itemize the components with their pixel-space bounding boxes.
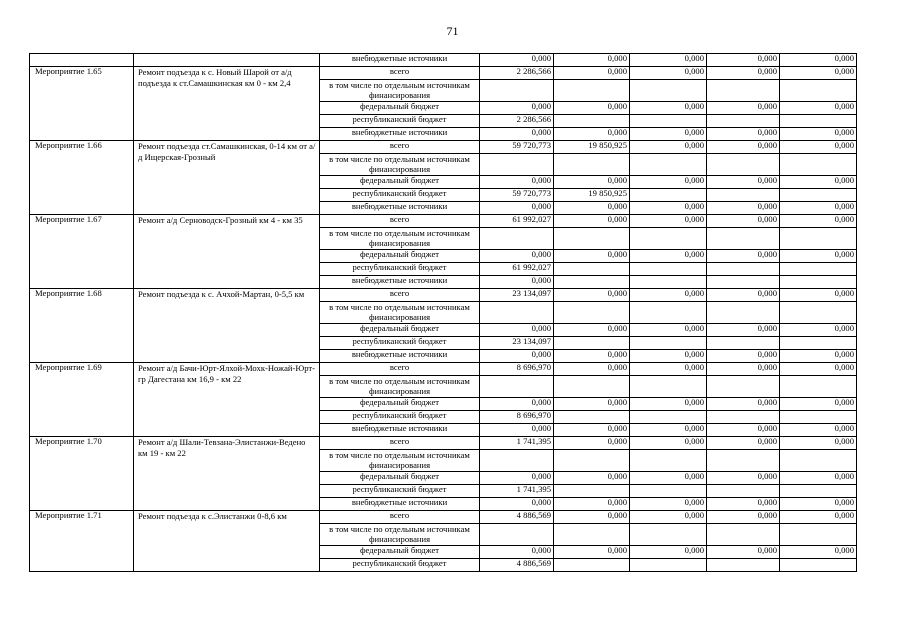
value-cell: 0,000: [554, 289, 630, 302]
value-cell: [630, 228, 707, 250]
value-cell: 0,000: [707, 215, 780, 228]
source-cell: в том числе по отдельным источникам финансирования: [320, 154, 480, 176]
value-cell: [707, 276, 780, 289]
source-cell: федеральный бюджет: [320, 324, 480, 337]
value-cell: [480, 154, 554, 176]
value-cell: 0,000: [554, 398, 630, 411]
value-cell: 0,000: [554, 324, 630, 337]
source-cell: в том числе по отдельным источникам финансирования: [320, 80, 480, 102]
value-cell: [707, 189, 780, 202]
value-cell: [554, 80, 630, 102]
value-cell: 0,000: [780, 398, 857, 411]
source-cell: всего: [320, 363, 480, 376]
value-cell: [780, 154, 857, 176]
table-row: [30, 511, 857, 524]
value-cell: [630, 450, 707, 472]
value-cell: 8 696,970: [480, 411, 554, 424]
value-cell: 61 992,027: [480, 215, 554, 228]
table-row: [30, 363, 857, 376]
value-cell: [554, 450, 630, 472]
source-cell: всего: [320, 141, 480, 154]
value-cell: [780, 80, 857, 102]
value-cell: 0,000: [554, 546, 630, 559]
measure-title-cell: [134, 54, 320, 67]
value-cell: 0,000: [630, 398, 707, 411]
table-row: [30, 437, 857, 450]
value-cell: 0,000: [707, 437, 780, 450]
value-cell: [707, 263, 780, 276]
value-cell: 0,000: [554, 437, 630, 450]
value-cell: [707, 337, 780, 350]
value-cell: 0,000: [630, 511, 707, 524]
table-row: [30, 67, 857, 80]
value-cell: [554, 154, 630, 176]
value-cell: [780, 115, 857, 128]
table-row: [30, 289, 857, 302]
value-cell: [780, 189, 857, 202]
value-cell: 8 696,970: [480, 363, 554, 376]
table-body: [30, 54, 857, 572]
measure-title-cell: Ремонт подъезда к с. Ачхой-Мартан, 0-5,5 км: [134, 289, 320, 363]
value-cell: 0,000: [480, 398, 554, 411]
value-cell: [707, 450, 780, 472]
value-cell: 0,000: [780, 546, 857, 559]
value-cell: 0,000: [554, 350, 630, 363]
value-cell: [480, 80, 554, 102]
value-cell: 4 886,569: [480, 511, 554, 524]
value-cell: 0,000: [554, 176, 630, 189]
value-cell: [630, 302, 707, 324]
measure-code-cell: Мероприятие 1.69: [30, 363, 134, 437]
value-cell: 0,000: [554, 54, 630, 67]
value-cell: [630, 524, 707, 546]
value-cell: 0,000: [554, 363, 630, 376]
source-cell: федеральный бюджет: [320, 546, 480, 559]
value-cell: 0,000: [780, 215, 857, 228]
value-cell: [780, 376, 857, 398]
value-cell: 0,000: [707, 289, 780, 302]
value-cell: [707, 559, 780, 572]
value-cell: [554, 263, 630, 276]
value-cell: 0,000: [480, 472, 554, 485]
value-cell: 0,000: [780, 289, 857, 302]
source-cell: всего: [320, 289, 480, 302]
value-cell: [780, 411, 857, 424]
value-cell: 0,000: [480, 128, 554, 141]
value-cell: 0,000: [780, 424, 857, 437]
value-cell: [630, 154, 707, 176]
value-cell: 61 992,027: [480, 263, 554, 276]
value-cell: 0,000: [554, 202, 630, 215]
value-cell: [707, 524, 780, 546]
value-cell: 0,000: [707, 424, 780, 437]
value-cell: [630, 411, 707, 424]
value-cell: 0,000: [554, 424, 630, 437]
value-cell: [707, 80, 780, 102]
value-cell: [554, 337, 630, 350]
value-cell: 2 286,566: [480, 115, 554, 128]
value-cell: 0,000: [707, 141, 780, 154]
value-cell: 0,000: [707, 176, 780, 189]
value-cell: 0,000: [630, 437, 707, 450]
value-cell: [630, 559, 707, 572]
table-row: [30, 141, 857, 154]
value-cell: 0,000: [707, 350, 780, 363]
value-cell: 0,000: [780, 176, 857, 189]
value-cell: 0,000: [780, 67, 857, 80]
value-cell: [630, 263, 707, 276]
value-cell: 0,000: [707, 67, 780, 80]
value-cell: 0,000: [707, 54, 780, 67]
value-cell: [630, 189, 707, 202]
value-cell: 0,000: [630, 128, 707, 141]
source-cell: федеральный бюджет: [320, 102, 480, 115]
value-cell: [707, 115, 780, 128]
value-cell: [780, 337, 857, 350]
value-cell: 19 850,925: [554, 189, 630, 202]
value-cell: [630, 276, 707, 289]
value-cell: [630, 115, 707, 128]
value-cell: 0,000: [480, 324, 554, 337]
value-cell: 0,000: [780, 141, 857, 154]
value-cell: 19 850,925: [554, 141, 630, 154]
value-cell: 0,000: [780, 102, 857, 115]
value-cell: [554, 485, 630, 498]
source-cell: в том числе по отдельным источникам финансирования: [320, 450, 480, 472]
value-cell: [480, 376, 554, 398]
value-cell: 0,000: [780, 437, 857, 450]
source-cell: внебюджетные источники: [320, 424, 480, 437]
source-cell: республиканский бюджет: [320, 115, 480, 128]
value-cell: 0,000: [554, 102, 630, 115]
value-cell: 23 134,097: [480, 337, 554, 350]
value-cell: 0,000: [707, 546, 780, 559]
value-cell: 0,000: [480, 350, 554, 363]
value-cell: [480, 228, 554, 250]
measure-title-cell: Ремонт подъезда к с. Новый Шарой от а/д подъезда к ст.Самашкинская км 0 - км 2,4: [134, 67, 320, 141]
measure-code-cell: Мероприятие 1.67: [30, 215, 134, 289]
value-cell: [707, 154, 780, 176]
value-cell: 0,000: [780, 54, 857, 67]
value-cell: [780, 524, 857, 546]
source-cell: всего: [320, 511, 480, 524]
value-cell: 0,000: [707, 250, 780, 263]
value-cell: 0,000: [480, 54, 554, 67]
value-cell: 0,000: [707, 363, 780, 376]
source-cell: внебюджетные источники: [320, 276, 480, 289]
value-cell: 0,000: [630, 54, 707, 67]
measure-title-cell: Ремонт а/д Серноводск-Грозный км 4 - км 35: [134, 215, 320, 289]
value-cell: 0,000: [630, 472, 707, 485]
value-cell: 0,000: [630, 424, 707, 437]
value-cell: [707, 485, 780, 498]
source-cell: всего: [320, 437, 480, 450]
value-cell: [554, 302, 630, 324]
value-cell: 0,000: [780, 363, 857, 376]
value-cell: [554, 276, 630, 289]
value-cell: 0,000: [630, 363, 707, 376]
value-cell: [630, 80, 707, 102]
value-cell: 59 720,773: [480, 141, 554, 154]
source-cell: федеральный бюджет: [320, 472, 480, 485]
value-cell: 0,000: [780, 202, 857, 215]
value-cell: 0,000: [554, 472, 630, 485]
value-cell: 0,000: [707, 511, 780, 524]
value-cell: 0,000: [630, 202, 707, 215]
value-cell: 0,000: [480, 546, 554, 559]
value-cell: [707, 411, 780, 424]
value-cell: 0,000: [630, 289, 707, 302]
source-cell: внебюджетные источники: [320, 498, 480, 511]
value-cell: 0,000: [630, 498, 707, 511]
value-cell: 0,000: [707, 202, 780, 215]
value-cell: [554, 559, 630, 572]
value-cell: 1 741,395: [480, 437, 554, 450]
value-cell: [780, 450, 857, 472]
value-cell: 0,000: [707, 128, 780, 141]
value-cell: [630, 376, 707, 398]
value-cell: 0,000: [630, 141, 707, 154]
value-cell: 0,000: [630, 324, 707, 337]
value-cell: [780, 485, 857, 498]
source-cell: федеральный бюджет: [320, 250, 480, 263]
value-cell: 0,000: [780, 128, 857, 141]
value-cell: 2 286,566: [480, 67, 554, 80]
value-cell: [554, 115, 630, 128]
value-cell: 0,000: [554, 215, 630, 228]
source-cell: в том числе по отдельным источникам финансирования: [320, 376, 480, 398]
value-cell: [780, 263, 857, 276]
budget-table: [29, 53, 857, 572]
value-cell: 0,000: [707, 102, 780, 115]
value-cell: 23 134,097: [480, 289, 554, 302]
source-cell: всего: [320, 67, 480, 80]
table-row: [30, 215, 857, 228]
value-cell: [630, 337, 707, 350]
value-cell: 59 720,773: [480, 189, 554, 202]
page-number: 71: [446, 24, 459, 38]
value-cell: 0,000: [480, 498, 554, 511]
value-cell: 0,000: [480, 202, 554, 215]
value-cell: [780, 302, 857, 324]
value-cell: 0,000: [630, 215, 707, 228]
value-cell: 0,000: [554, 67, 630, 80]
measure-title-cell: Ремонт подъезда ст.Самашкинская, 0-14 км от а/д Ищерская-Грозный: [134, 141, 320, 215]
value-cell: 0,000: [780, 350, 857, 363]
value-cell: 0,000: [780, 250, 857, 263]
value-cell: 0,000: [630, 350, 707, 363]
value-cell: 0,000: [480, 276, 554, 289]
value-cell: 0,000: [707, 498, 780, 511]
value-cell: 0,000: [780, 472, 857, 485]
value-cell: [780, 276, 857, 289]
value-cell: [480, 524, 554, 546]
source-cell: внебюджетные источники: [320, 202, 480, 215]
table-row: [30, 54, 857, 67]
value-cell: 0,000: [480, 176, 554, 189]
source-cell: республиканский бюджет: [320, 189, 480, 202]
value-cell: 0,000: [780, 324, 857, 337]
value-cell: 0,000: [630, 250, 707, 263]
value-cell: [707, 302, 780, 324]
value-cell: [707, 376, 780, 398]
measure-code-cell: Мероприятие 1.68: [30, 289, 134, 363]
value-cell: 0,000: [780, 511, 857, 524]
source-cell: республиканский бюджет: [320, 411, 480, 424]
value-cell: [554, 376, 630, 398]
value-cell: 0,000: [554, 511, 630, 524]
value-cell: 0,000: [480, 102, 554, 115]
value-cell: 0,000: [780, 498, 857, 511]
value-cell: 0,000: [630, 102, 707, 115]
source-cell: республиканский бюджет: [320, 337, 480, 350]
source-cell: всего: [320, 215, 480, 228]
value-cell: [707, 228, 780, 250]
value-cell: 1 741,395: [480, 485, 554, 498]
source-cell: федеральный бюджет: [320, 398, 480, 411]
value-cell: 0,000: [480, 424, 554, 437]
measure-title-cell: Ремонт а/д Шали-Тевзана-Элистанжи-Ведено км 19 - км 22: [134, 437, 320, 511]
value-cell: 0,000: [707, 398, 780, 411]
source-cell: республиканский бюджет: [320, 485, 480, 498]
value-cell: [780, 559, 857, 572]
value-cell: [480, 302, 554, 324]
value-cell: 0,000: [707, 472, 780, 485]
source-cell: в том числе по отдельным источникам финансирования: [320, 302, 480, 324]
value-cell: 0,000: [630, 176, 707, 189]
value-cell: 0,000: [554, 128, 630, 141]
measure-code-cell: [30, 54, 134, 67]
value-cell: 4 886,569: [480, 559, 554, 572]
source-cell: федеральный бюджет: [320, 176, 480, 189]
value-cell: 0,000: [630, 546, 707, 559]
source-cell: в том числе по отдельным источникам финансирования: [320, 524, 480, 546]
value-cell: 0,000: [554, 498, 630, 511]
source-cell: внебюджетные источники: [320, 128, 480, 141]
source-cell: внебюджетные источники: [320, 54, 480, 67]
value-cell: [630, 485, 707, 498]
measure-code-cell: Мероприятие 1.65: [30, 67, 134, 141]
source-cell: республиканский бюджет: [320, 559, 480, 572]
value-cell: 0,000: [554, 250, 630, 263]
value-cell: 0,000: [480, 250, 554, 263]
measure-title-cell: Ремонт а/д Бачи-Юрт-Ялхой-Мохк-Ножай-Юрт-гр Дагестана км 16,9 - км 22: [134, 363, 320, 437]
value-cell: [480, 450, 554, 472]
value-cell: [554, 524, 630, 546]
value-cell: 0,000: [707, 324, 780, 337]
source-cell: республиканский бюджет: [320, 263, 480, 276]
value-cell: [780, 228, 857, 250]
value-cell: [554, 411, 630, 424]
measure-code-cell: Мероприятие 1.71: [30, 511, 134, 572]
source-cell: в том числе по отдельным источникам финансирования: [320, 228, 480, 250]
source-cell: внебюджетные источники: [320, 350, 480, 363]
measure-code-cell: Мероприятие 1.66: [30, 141, 134, 215]
value-cell: [554, 228, 630, 250]
value-cell: 0,000: [630, 67, 707, 80]
measure-code-cell: Мероприятие 1.70: [30, 437, 134, 511]
measure-title-cell: Ремонт подъезда к с.Элистанжи 0-8,6 км: [134, 511, 320, 572]
